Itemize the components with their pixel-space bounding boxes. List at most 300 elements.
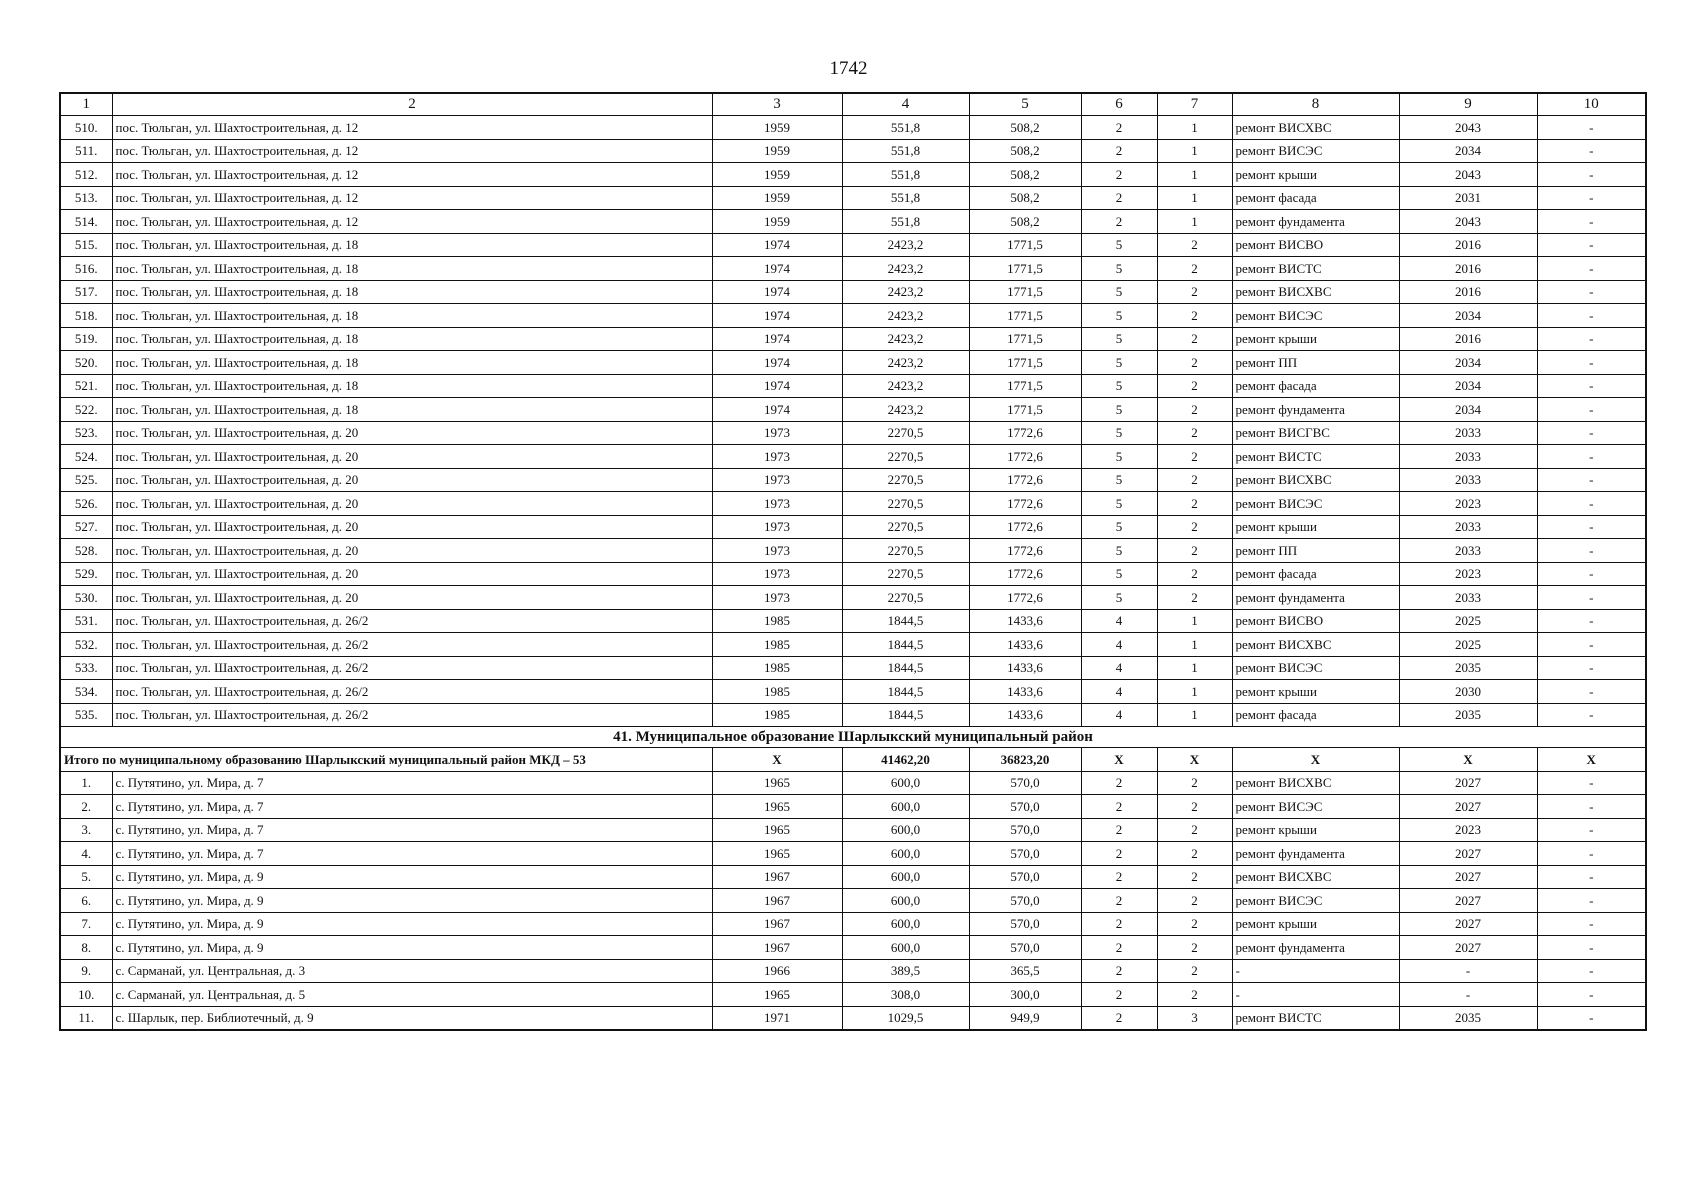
cell-year-built: 1965 bbox=[712, 771, 842, 795]
table-row bbox=[60, 1006, 1646, 1030]
cell-work-type: ремонт ВИСХВС bbox=[1232, 116, 1399, 140]
cell-entrances: 2 bbox=[1157, 351, 1232, 375]
column-header: 3 bbox=[712, 93, 842, 116]
total-cell: 36823,20 bbox=[969, 748, 1081, 772]
cell-entrances: 2 bbox=[1157, 889, 1232, 913]
cell-address: пос. Тюльган, ул. Шахтостроительная, д. 26/2 bbox=[112, 633, 712, 657]
cell-floors: 2 bbox=[1081, 959, 1157, 983]
cell-floors: 2 bbox=[1081, 116, 1157, 140]
column-header: 2 bbox=[112, 93, 712, 116]
cell-floors: 2 bbox=[1081, 936, 1157, 960]
cell-address: с. Путятино, ул. Мира, д. 9 bbox=[112, 912, 712, 936]
cell-floors: 2 bbox=[1081, 818, 1157, 842]
cell-planned-year: 2033 bbox=[1399, 539, 1537, 563]
table-row bbox=[60, 257, 1646, 281]
table-row bbox=[60, 795, 1646, 819]
cell-address: пос. Тюльган, ул. Шахтостроительная, д. 18 bbox=[112, 304, 712, 328]
cell-planned-year: 2034 bbox=[1399, 374, 1537, 398]
cell-living-area: 1771,5 bbox=[969, 233, 1081, 257]
cell-living-area: 1433,6 bbox=[969, 703, 1081, 727]
cell-row-number: 532. bbox=[60, 633, 112, 657]
cell-year-built: 1985 bbox=[712, 656, 842, 680]
cell-address: пос. Тюльган, ул. Шахтостроительная, д. 20 bbox=[112, 468, 712, 492]
cell-year-built: 1967 bbox=[712, 936, 842, 960]
cell-entrances: 1 bbox=[1157, 609, 1232, 633]
cell-work-type: ремонт ВИСЭС bbox=[1232, 139, 1399, 163]
cell-entrances: 2 bbox=[1157, 562, 1232, 586]
cell-living-area: 1771,5 bbox=[969, 304, 1081, 328]
cell-note: - bbox=[1537, 304, 1646, 328]
table-row bbox=[60, 842, 1646, 866]
cell-floors: 5 bbox=[1081, 515, 1157, 539]
cell-entrances: 2 bbox=[1157, 374, 1232, 398]
cell-row-number: 10. bbox=[60, 983, 112, 1007]
column-header: 10 bbox=[1537, 93, 1646, 116]
cell-row-number: 515. bbox=[60, 233, 112, 257]
cell-row-number: 513. bbox=[60, 186, 112, 210]
cell-note: - bbox=[1537, 889, 1646, 913]
cell-work-type: ремонт фундамента bbox=[1232, 936, 1399, 960]
cell-row-number: 520. bbox=[60, 351, 112, 375]
cell-planned-year: 2027 bbox=[1399, 912, 1537, 936]
cell-address: пос. Тюльган, ул. Шахтостроительная, д. 18 bbox=[112, 327, 712, 351]
cell-work-type: ремонт ВИСГВС bbox=[1232, 421, 1399, 445]
total-cell: X bbox=[1157, 748, 1232, 772]
cell-planned-year: 2033 bbox=[1399, 421, 1537, 445]
column-number-header bbox=[60, 93, 1646, 116]
cell-living-area: 570,0 bbox=[969, 795, 1081, 819]
cell-total-area: 600,0 bbox=[842, 818, 969, 842]
cell-total-area: 600,0 bbox=[842, 865, 969, 889]
cell-year-built: 1973 bbox=[712, 586, 842, 610]
cell-year-built: 1974 bbox=[712, 233, 842, 257]
cell-living-area: 1771,5 bbox=[969, 257, 1081, 281]
cell-work-type: ремонт фундамента bbox=[1232, 842, 1399, 866]
table-row bbox=[60, 771, 1646, 795]
cell-planned-year: 2016 bbox=[1399, 233, 1537, 257]
table-row bbox=[60, 865, 1646, 889]
cell-address: пос. Тюльган, ул. Шахтостроительная, д. 20 bbox=[112, 539, 712, 563]
cell-living-area: 1772,6 bbox=[969, 539, 1081, 563]
cell-entrances: 2 bbox=[1157, 983, 1232, 1007]
table-row bbox=[60, 936, 1646, 960]
cell-year-built: 1974 bbox=[712, 398, 842, 422]
cell-total-area: 551,8 bbox=[842, 116, 969, 140]
cell-total-area: 308,0 bbox=[842, 983, 969, 1007]
cell-planned-year: 2016 bbox=[1399, 257, 1537, 281]
cell-living-area: 1771,5 bbox=[969, 280, 1081, 304]
total-cell: X bbox=[1537, 748, 1646, 772]
cell-work-type: ремонт ВИСХВС bbox=[1232, 771, 1399, 795]
cell-floors: 2 bbox=[1081, 771, 1157, 795]
cell-work-type: ремонт ПП bbox=[1232, 539, 1399, 563]
cell-floors: 5 bbox=[1081, 257, 1157, 281]
cell-floors: 5 bbox=[1081, 304, 1157, 328]
cell-work-type: ремонт ВИСЭС bbox=[1232, 304, 1399, 328]
cell-planned-year: 2016 bbox=[1399, 280, 1537, 304]
cell-address: пос. Тюльган, ул. Шахтостроительная, д. 18 bbox=[112, 398, 712, 422]
cell-note: - bbox=[1537, 795, 1646, 819]
cell-entrances: 2 bbox=[1157, 257, 1232, 281]
cell-floors: 2 bbox=[1081, 889, 1157, 913]
cell-work-type: ремонт ВИСЭС bbox=[1232, 492, 1399, 516]
cell-living-area: 508,2 bbox=[969, 116, 1081, 140]
cell-total-area: 551,8 bbox=[842, 186, 969, 210]
cell-living-area: 570,0 bbox=[969, 842, 1081, 866]
cell-row-number: 535. bbox=[60, 703, 112, 727]
cell-note: - bbox=[1537, 1006, 1646, 1030]
cell-floors: 5 bbox=[1081, 492, 1157, 516]
cell-total-area: 1844,5 bbox=[842, 680, 969, 704]
table-row bbox=[60, 398, 1646, 422]
cell-year-built: 1967 bbox=[712, 912, 842, 936]
cell-living-area: 508,2 bbox=[969, 163, 1081, 187]
cell-floors: 5 bbox=[1081, 398, 1157, 422]
cell-total-area: 1844,5 bbox=[842, 633, 969, 657]
cell-note: - bbox=[1537, 633, 1646, 657]
cell-work-type: ремонт ВИСЭС bbox=[1232, 795, 1399, 819]
section-heading-row bbox=[60, 727, 1646, 748]
cell-total-area: 1029,5 bbox=[842, 1006, 969, 1030]
table-row bbox=[60, 818, 1646, 842]
cell-entrances: 2 bbox=[1157, 515, 1232, 539]
cell-living-area: 1772,6 bbox=[969, 586, 1081, 610]
cell-total-area: 1844,5 bbox=[842, 703, 969, 727]
cell-floors: 2 bbox=[1081, 163, 1157, 187]
cell-address: пос. Тюльган, ул. Шахтостроительная, д. 12 bbox=[112, 210, 712, 234]
cell-living-area: 1772,6 bbox=[969, 562, 1081, 586]
cell-address: пос. Тюльган, ул. Шахтостроительная, д. 20 bbox=[112, 515, 712, 539]
cell-entrances: 1 bbox=[1157, 656, 1232, 680]
table-row bbox=[60, 983, 1646, 1007]
cell-living-area: 1772,6 bbox=[969, 492, 1081, 516]
cell-note: - bbox=[1537, 468, 1646, 492]
cell-year-built: 1974 bbox=[712, 280, 842, 304]
cell-planned-year: 2034 bbox=[1399, 304, 1537, 328]
cell-address: пос. Тюльган, ул. Шахтостроительная, д. 26/2 bbox=[112, 680, 712, 704]
cell-year-built: 1965 bbox=[712, 842, 842, 866]
table-row bbox=[60, 468, 1646, 492]
cell-address: пос. Тюльган, ул. Шахтостроительная, д. 12 bbox=[112, 186, 712, 210]
cell-note: - bbox=[1537, 116, 1646, 140]
cell-planned-year: 2030 bbox=[1399, 680, 1537, 704]
cell-floors: 4 bbox=[1081, 609, 1157, 633]
cell-year-built: 1973 bbox=[712, 515, 842, 539]
cell-entrances: 2 bbox=[1157, 539, 1232, 563]
cell-entrances: 1 bbox=[1157, 116, 1232, 140]
cell-floors: 5 bbox=[1081, 539, 1157, 563]
cell-address: пос. Тюльган, ул. Шахтостроительная, д. 20 bbox=[112, 421, 712, 445]
cell-work-type: ремонт крыши bbox=[1232, 818, 1399, 842]
cell-row-number: 528. bbox=[60, 539, 112, 563]
cell-planned-year: 2043 bbox=[1399, 210, 1537, 234]
cell-year-built: 1965 bbox=[712, 795, 842, 819]
cell-note: - bbox=[1537, 703, 1646, 727]
cell-row-number: 5. bbox=[60, 865, 112, 889]
cell-note: - bbox=[1537, 936, 1646, 960]
cell-floors: 5 bbox=[1081, 586, 1157, 610]
column-header: 4 bbox=[842, 93, 969, 116]
table-row bbox=[60, 116, 1646, 140]
cell-floors: 5 bbox=[1081, 445, 1157, 469]
cell-note: - bbox=[1537, 586, 1646, 610]
cell-work-type: ремонт ВИСТС bbox=[1232, 257, 1399, 281]
table-row bbox=[60, 163, 1646, 187]
cell-living-area: 300,0 bbox=[969, 983, 1081, 1007]
table-row bbox=[60, 680, 1646, 704]
cell-total-area: 600,0 bbox=[842, 771, 969, 795]
cell-row-number: 2. bbox=[60, 795, 112, 819]
cell-floors: 2 bbox=[1081, 139, 1157, 163]
cell-work-type: ремонт ВИСЭС bbox=[1232, 656, 1399, 680]
cell-entrances: 2 bbox=[1157, 818, 1232, 842]
column-header: 9 bbox=[1399, 93, 1537, 116]
cell-work-type: ремонт ВИСЭС bbox=[1232, 889, 1399, 913]
table-row bbox=[60, 586, 1646, 610]
cell-floors: 5 bbox=[1081, 468, 1157, 492]
table-row bbox=[60, 959, 1646, 983]
cell-floors: 5 bbox=[1081, 374, 1157, 398]
cell-address: пос. Тюльган, ул. Шахтостроительная, д. 18 bbox=[112, 233, 712, 257]
cell-entrances: 2 bbox=[1157, 304, 1232, 328]
cell-floors: 4 bbox=[1081, 656, 1157, 680]
column-header: 8 bbox=[1232, 93, 1399, 116]
cell-entrances: 2 bbox=[1157, 233, 1232, 257]
cell-year-built: 1985 bbox=[712, 703, 842, 727]
cell-year-built: 1965 bbox=[712, 818, 842, 842]
cell-address: пос. Тюльган, ул. Шахтостроительная, д. 26/2 bbox=[112, 703, 712, 727]
cell-total-area: 2270,5 bbox=[842, 586, 969, 610]
cell-note: - bbox=[1537, 374, 1646, 398]
cell-address: пос. Тюльган, ул. Шахтостроительная, д. 12 bbox=[112, 163, 712, 187]
table-row bbox=[60, 233, 1646, 257]
cell-address: пос. Тюльган, ул. Шахтостроительная, д. 18 bbox=[112, 351, 712, 375]
cell-planned-year: 2035 bbox=[1399, 1006, 1537, 1030]
total-label: Итого по муниципальному образованию Шарлыкский муниципальный район МКД – 53 bbox=[60, 748, 712, 772]
cell-year-built: 1973 bbox=[712, 445, 842, 469]
cell-living-area: 570,0 bbox=[969, 771, 1081, 795]
table-row bbox=[60, 280, 1646, 304]
cell-note: - bbox=[1537, 515, 1646, 539]
cell-living-area: 1771,5 bbox=[969, 398, 1081, 422]
cell-entrances: 2 bbox=[1157, 468, 1232, 492]
cell-row-number: 518. bbox=[60, 304, 112, 328]
cell-year-built: 1974 bbox=[712, 351, 842, 375]
cell-living-area: 1433,6 bbox=[969, 656, 1081, 680]
table-row bbox=[60, 374, 1646, 398]
cell-total-area: 1844,5 bbox=[842, 609, 969, 633]
cell-address: с. Путятино, ул. Мира, д. 9 bbox=[112, 889, 712, 913]
cell-row-number: 522. bbox=[60, 398, 112, 422]
table-row bbox=[60, 912, 1646, 936]
cell-work-type: ремонт ВИСХВС bbox=[1232, 633, 1399, 657]
cell-note: - bbox=[1537, 865, 1646, 889]
cell-row-number: 4. bbox=[60, 842, 112, 866]
cell-total-area: 600,0 bbox=[842, 889, 969, 913]
cell-floors: 5 bbox=[1081, 351, 1157, 375]
cell-floors: 2 bbox=[1081, 795, 1157, 819]
cell-total-area: 600,0 bbox=[842, 912, 969, 936]
total-cell: X bbox=[1232, 748, 1399, 772]
cell-entrances: 2 bbox=[1157, 936, 1232, 960]
cell-total-area: 2423,2 bbox=[842, 233, 969, 257]
cell-living-area: 570,0 bbox=[969, 912, 1081, 936]
cell-living-area: 1433,6 bbox=[969, 633, 1081, 657]
cell-address: с. Путятино, ул. Мира, д. 7 bbox=[112, 818, 712, 842]
cell-address: с. Путятино, ул. Мира, д. 7 bbox=[112, 795, 712, 819]
cell-year-built: 1965 bbox=[712, 983, 842, 1007]
cell-row-number: 7. bbox=[60, 912, 112, 936]
cell-total-area: 2270,5 bbox=[842, 562, 969, 586]
cell-work-type: ремонт ВИСВО bbox=[1232, 233, 1399, 257]
cell-row-number: 512. bbox=[60, 163, 112, 187]
cell-planned-year: 2027 bbox=[1399, 936, 1537, 960]
cell-note: - bbox=[1537, 257, 1646, 281]
cell-total-area: 600,0 bbox=[842, 842, 969, 866]
cell-total-area: 2423,2 bbox=[842, 257, 969, 281]
cell-living-area: 570,0 bbox=[969, 889, 1081, 913]
cell-row-number: 11. bbox=[60, 1006, 112, 1030]
cell-note: - bbox=[1537, 680, 1646, 704]
cell-living-area: 1771,5 bbox=[969, 327, 1081, 351]
table-body-sharlyk bbox=[60, 771, 1646, 1030]
cell-entrances: 2 bbox=[1157, 445, 1232, 469]
table-row bbox=[60, 609, 1646, 633]
cell-work-type: ремонт фасада bbox=[1232, 562, 1399, 586]
cell-entrances: 2 bbox=[1157, 280, 1232, 304]
cell-row-number: 534. bbox=[60, 680, 112, 704]
cell-year-built: 1959 bbox=[712, 139, 842, 163]
cell-work-type: ремонт ВИСТС bbox=[1232, 445, 1399, 469]
cell-total-area: 2270,5 bbox=[842, 421, 969, 445]
cell-planned-year: 2023 bbox=[1399, 818, 1537, 842]
cell-address: с. Шарлык, пер. Библиотечный, д. 9 bbox=[112, 1006, 712, 1030]
table-row bbox=[60, 633, 1646, 657]
cell-planned-year: - bbox=[1399, 983, 1537, 1007]
cell-work-type: ремонт ПП bbox=[1232, 351, 1399, 375]
cell-year-built: 1971 bbox=[712, 1006, 842, 1030]
cell-note: - bbox=[1537, 186, 1646, 210]
cell-note: - bbox=[1537, 539, 1646, 563]
cell-work-type: ремонт ВИСХВС bbox=[1232, 865, 1399, 889]
cell-work-type: - bbox=[1232, 983, 1399, 1007]
cell-floors: 5 bbox=[1081, 280, 1157, 304]
cell-entrances: 3 bbox=[1157, 1006, 1232, 1030]
cell-planned-year: 2025 bbox=[1399, 609, 1537, 633]
cell-address: пос. Тюльган, ул. Шахтостроительная, д. 18 bbox=[112, 374, 712, 398]
cell-planned-year: 2043 bbox=[1399, 116, 1537, 140]
cell-total-area: 551,8 bbox=[842, 163, 969, 187]
cell-living-area: 508,2 bbox=[969, 210, 1081, 234]
cell-year-built: 1973 bbox=[712, 468, 842, 492]
cell-address: пос. Тюльган, ул. Шахтостроительная, д. 26/2 bbox=[112, 609, 712, 633]
cell-address: пос. Тюльган, ул. Шахтостроительная, д. 18 bbox=[112, 257, 712, 281]
cell-address: пос. Тюльган, ул. Шахтостроительная, д. 20 bbox=[112, 492, 712, 516]
cell-planned-year: 2027 bbox=[1399, 842, 1537, 866]
cell-address: пос. Тюльган, ул. Шахтостроительная, д. 20 bbox=[112, 586, 712, 610]
cell-planned-year: 2027 bbox=[1399, 889, 1537, 913]
cell-row-number: 516. bbox=[60, 257, 112, 281]
cell-work-type: ремонт фундамента bbox=[1232, 586, 1399, 610]
cell-planned-year: 2027 bbox=[1399, 865, 1537, 889]
cell-address: пос. Тюльган, ул. Шахтостроительная, д. 20 bbox=[112, 445, 712, 469]
cell-row-number: 524. bbox=[60, 445, 112, 469]
cell-note: - bbox=[1537, 398, 1646, 422]
cell-living-area: 1433,6 bbox=[969, 680, 1081, 704]
cell-floors: 5 bbox=[1081, 233, 1157, 257]
cell-row-number: 525. bbox=[60, 468, 112, 492]
section-sharlyk bbox=[60, 727, 1646, 772]
cell-note: - bbox=[1537, 842, 1646, 866]
cell-planned-year: 2023 bbox=[1399, 492, 1537, 516]
cell-entrances: 1 bbox=[1157, 163, 1232, 187]
table-row bbox=[60, 139, 1646, 163]
cell-planned-year: 2035 bbox=[1399, 656, 1537, 680]
cell-year-built: 1959 bbox=[712, 210, 842, 234]
cell-work-type: ремонт фасада bbox=[1232, 186, 1399, 210]
cell-total-area: 2423,2 bbox=[842, 280, 969, 304]
cell-address: пос. Тюльган, ул. Шахтостроительная, д. 26/2 bbox=[112, 656, 712, 680]
cell-living-area: 1771,5 bbox=[969, 351, 1081, 375]
cell-note: - bbox=[1537, 139, 1646, 163]
cell-floors: 5 bbox=[1081, 421, 1157, 445]
cell-note: - bbox=[1537, 818, 1646, 842]
cell-work-type: ремонт крыши bbox=[1232, 163, 1399, 187]
cell-total-area: 2270,5 bbox=[842, 492, 969, 516]
cell-row-number: 511. bbox=[60, 139, 112, 163]
cell-entrances: 2 bbox=[1157, 421, 1232, 445]
cell-planned-year: 2043 bbox=[1399, 163, 1537, 187]
cell-row-number: 526. bbox=[60, 492, 112, 516]
column-header: 1 bbox=[60, 93, 112, 116]
cell-entrances: 2 bbox=[1157, 771, 1232, 795]
cell-entrances: 2 bbox=[1157, 912, 1232, 936]
cell-living-area: 1771,5 bbox=[969, 374, 1081, 398]
table-row bbox=[60, 421, 1646, 445]
cell-floors: 5 bbox=[1081, 562, 1157, 586]
cell-note: - bbox=[1537, 562, 1646, 586]
column-header: 5 bbox=[969, 93, 1081, 116]
cell-year-built: 1985 bbox=[712, 680, 842, 704]
total-cell: X bbox=[712, 748, 842, 772]
cell-year-built: 1973 bbox=[712, 539, 842, 563]
cell-year-built: 1959 bbox=[712, 186, 842, 210]
cell-note: - bbox=[1537, 656, 1646, 680]
column-header: 6 bbox=[1081, 93, 1157, 116]
cell-row-number: 517. bbox=[60, 280, 112, 304]
cell-planned-year: - bbox=[1399, 959, 1537, 983]
cell-row-number: 519. bbox=[60, 327, 112, 351]
table-row bbox=[60, 304, 1646, 328]
cell-planned-year: 2033 bbox=[1399, 468, 1537, 492]
cell-total-area: 1844,5 bbox=[842, 656, 969, 680]
cell-address: с. Сарманай, ул. Центральная, д. 5 bbox=[112, 983, 712, 1007]
cell-planned-year: 2034 bbox=[1399, 398, 1537, 422]
table-row bbox=[60, 327, 1646, 351]
cell-entrances: 1 bbox=[1157, 680, 1232, 704]
cell-note: - bbox=[1537, 771, 1646, 795]
cell-planned-year: 2033 bbox=[1399, 515, 1537, 539]
cell-living-area: 365,5 bbox=[969, 959, 1081, 983]
cell-note: - bbox=[1537, 163, 1646, 187]
cell-entrances: 2 bbox=[1157, 959, 1232, 983]
table-row bbox=[60, 562, 1646, 586]
table-row bbox=[60, 210, 1646, 234]
cell-work-type: ремонт крыши bbox=[1232, 515, 1399, 539]
cell-total-area: 2423,2 bbox=[842, 304, 969, 328]
cell-floors: 2 bbox=[1081, 912, 1157, 936]
cell-total-area: 2270,5 bbox=[842, 539, 969, 563]
